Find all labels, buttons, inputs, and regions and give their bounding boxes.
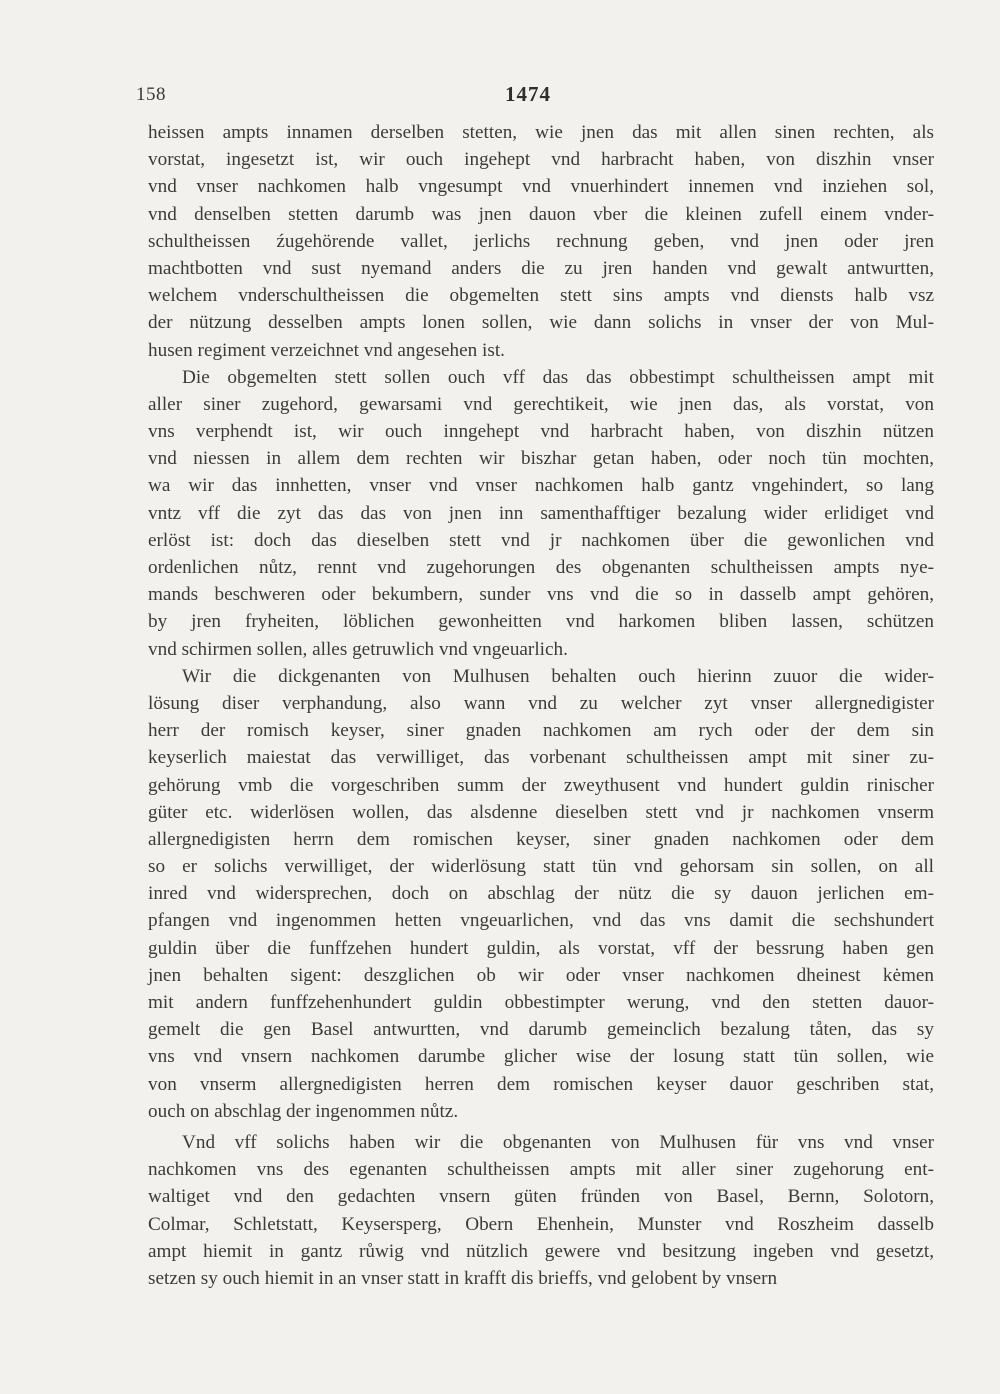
text-line: ordenlichen nůtz, rennt vnd zugehorungen des obgenanten schultheissen ampts nye- [148,557,934,578]
text-line: waltiget vnd den gedachten vnsern güten fründen von Basel, Bernn, Solotorn, [148,1186,934,1208]
text-line: vns vnd vnsern nachkomen darumbe glicher wise der losung statt tün sollen, wie [148,1046,934,1068]
text-line: inred vnd widersprechen, doch on abschlag der nütz die sy dauon jerlichen em- [148,883,934,905]
text-line: pfangen vnd ingenommen hetten vngeuarlichen, vnd das vns damit die sechshundert [148,910,934,932]
text-line: güter etc. widerlösen wollen, das alsdenne dieselben stett vnd jr nachkomen vnserm [148,801,934,823]
text-line: allergnedigisten herrn dem romischen keyser, siner gnaden nachkomen oder dem [148,828,934,850]
text-line: mands beschweren oder bekumbern, sunder vns vnd die so in dasselb ampt gehören, [148,584,934,606]
text-line: vntz vff die zyt das das von jnen inn samenthafftiger bezalung wider erlidiget vnd [148,502,934,524]
text-line: vnd niessen in allem dem rechten wir biszhar getan haben, oder noch tün mochten, [148,448,934,470]
text-line: guldin über die funffzehen hundert guldin, als vorstat, vff der bessrung haben gen [148,937,934,959]
text-line: vns verphendt ist, wir ouch inngehept vnd harbracht haben, von diszhin nützen [148,421,934,443]
text-line: vnd schirmen sollen, alles getruwlich vnd vngeuarlich. [148,638,568,660]
text-line: lösung diser verphandung, also wann vnd zu welcher zyt vnser allergnedigister [148,692,934,714]
text-line: keyserlich maiestat das verwilliget, das vorbenant schultheissen ampt mit siner zu- [148,747,934,769]
text-line: schultheissen źugehörende vallet, jerlichs rechnung geben, vnd jnen oder jren [148,230,934,252]
text-line: welchem vnderschultheissen die obgemelten stett sins ampts vnd diensts halb vsz [148,285,934,307]
text-line: wa wir das innhetten, vnser vnd vnser nachkomen halb gantz vngehindert, so lang [148,475,934,497]
page-number: 158 [136,84,166,105]
text-line: by jren fryheiten, löblichen gewonheitten vnd harkomen bliben lassen, schützen [148,611,934,633]
text-line: erlöst ist: doch das dieselben stett vnd jr nachkomen über die gewonlichen vnd [148,529,934,551]
text-line: der nützung desselben ampts lonen sollen, wie dann solichs in vnser der von Mul- [148,312,934,334]
text-line: Die obgemelten stett sollen ouch vff das das obbestimpt schultheissen ampt mit [182,366,934,388]
text-line: von vnserm allergnedigisten herren dem romischen keyser dauor geschriben stat, [148,1073,934,1095]
text-line: Wir die dickgenanten von Mulhusen behalten ouch hierinn zuuor die wider- [182,665,934,687]
paragraph [148,1129,934,1292]
text-line: mit andern funffzehenhundert guldin obbestimpter werung, vnd den stetten dauor- [148,992,934,1013]
text-line: machtbotten vnd sust nyemand anders die zu jren handen vnd gewalt antwurtten, [148,257,934,279]
text-line: setzen sy ouch hiemit in an vnser statt in krafft dis brieffs, vnd gelobent by vnsern [148,1267,778,1289]
text-line: so er solichs verwilliget, der widerlösung statt tün vnd gehorsam sin sollen, on all [148,856,934,878]
text-line: herr der romisch keyser, siner gnaden nachkomen am rych oder der dem sin [148,720,934,742]
paragraph [148,119,934,364]
text-line: vnd vnser nachkomen halb vngesumpt vnd vnuerhindert innemen vnd inziehen sol, [148,176,934,198]
text-line: heissen ampts innamen derselben stetten, wie jnen das mit allen sinen rechten, als [148,122,934,143]
text-line: Vnd vff solichs haben wir die obgenanten von Mulhusen für vns vnd vnser [182,1131,934,1153]
text-line: ouch on abschlag der ingenommen nůtz. [148,1100,459,1122]
text-line: aller siner zugehord, gewarsami vnd gerechtikeit, wie jnen das, als vorstat, von [148,393,934,415]
document-year-heading: 1474 [505,82,551,106]
text-line: gehörung vmb die vorgeschriben summ der zweythusent vnd hundert guldin rinischer [148,774,934,796]
paragraph [148,364,934,663]
text-line: nachkomen vns des egenanten schultheissen ampts mit aller siner zugehorung ent- [148,1159,934,1181]
text-line: jnen behalten sigent: deszglichen ob wir oder vnser nachkomen dheinest kėmen [148,964,934,986]
paragraph [148,663,934,1125]
text-line: vnd denselben stetten darumb was jnen dauon vber die kleinen zufell einem vnder- [148,203,934,225]
text-line: gemelt die gen Basel antwurtten, vnd darumb gemeinclich bezalung tåten, das sy [148,1019,934,1041]
body-text [148,119,934,1292]
text-line: vorstat, ingesetzt ist, wir ouch ingehept vnd harbracht haben, von diszhin vnser [148,149,934,171]
text-line: husen regiment verzeichnet vnd angesehen ist. [148,339,505,361]
text-line: Colmar, Schletstatt, Keysersperg, Obern Ehenhein, Munster vnd Roszheim dasselb [148,1213,934,1235]
text-line: ampt hiemit in gantz růwig vnd nützlich gewere vnd besitzung ingeben vnd gesetzt, [148,1240,934,1262]
